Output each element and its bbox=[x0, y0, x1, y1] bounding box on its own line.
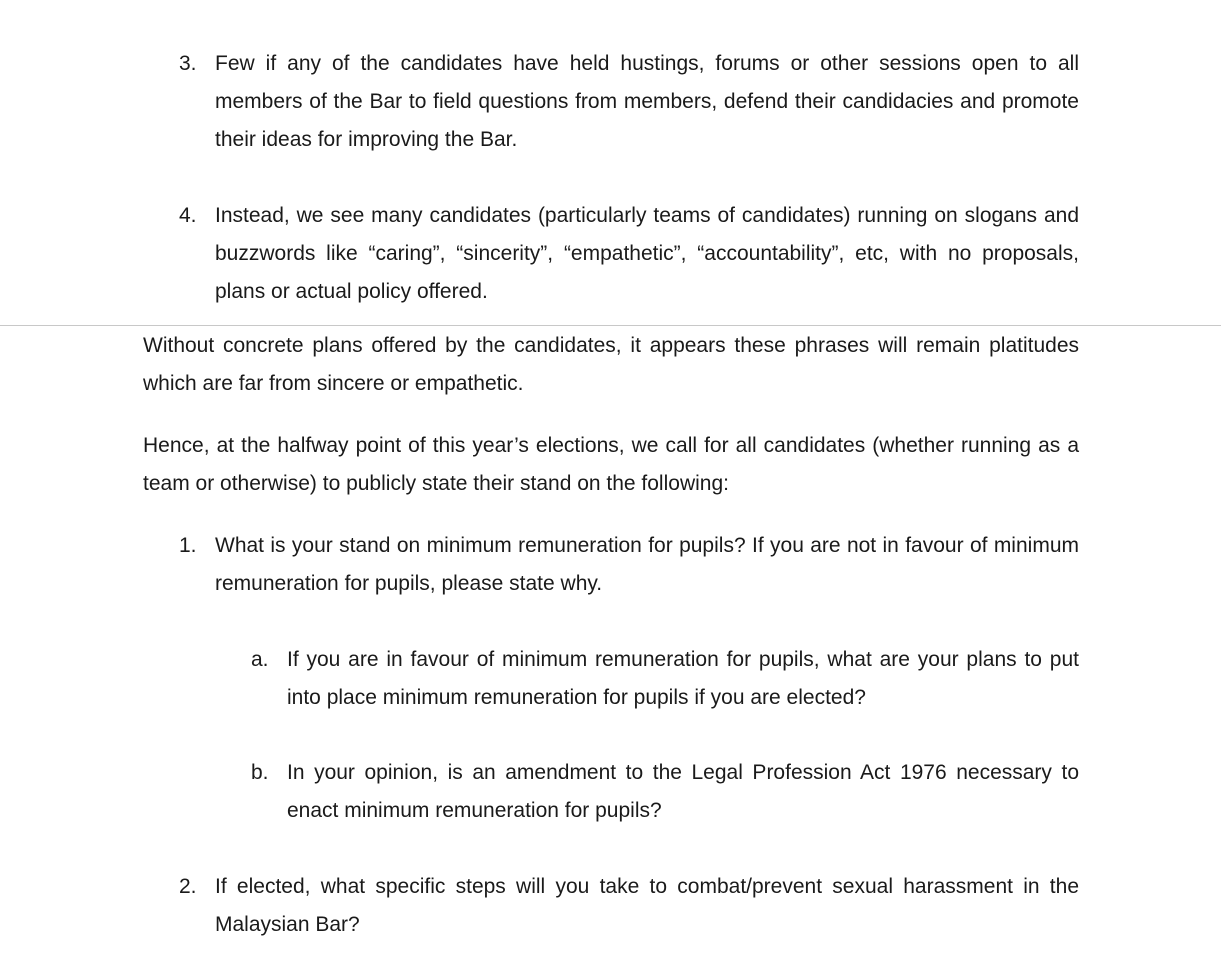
list-item-4 bbox=[179, 197, 1079, 311]
paragraph-call-for-candidates: Hence, at the halfway point of this year’s elections, we call for all candidates (whether running as a team or otherwise) to publicly state their stand on the following: bbox=[143, 434, 1079, 495]
list-marker: 3. bbox=[179, 52, 197, 75]
question-item-1 bbox=[179, 527, 1079, 603]
list-marker: 4. bbox=[179, 204, 197, 227]
sub-question-text: If you are in favour of minimum remuneration for pupils, what are your plans to put into place minimum remuneration for pupils if you are elected? bbox=[287, 648, 1079, 709]
sub-question-item-b bbox=[251, 754, 1079, 830]
question-text: If elected, what specific steps will you take to combat/prevent sexual harassment in the Malaysian Bar? bbox=[215, 875, 1079, 936]
document-page-top bbox=[0, 0, 1221, 325]
list-item-text: Instead, we see many candidates (particularly teams of candidates) running on slogans and buzzwords like “caring”, “sincerity”, “empathetic”, “accountability”, etc, with no proposals, plans or actual policy offered. bbox=[215, 204, 1079, 303]
question-text: What is your stand on minimum remuneration for pupils? If you are not in favour of minimum remuneration for pupils, please state why. bbox=[215, 534, 1079, 595]
list-marker: 1. bbox=[179, 534, 197, 557]
list-marker: 2. bbox=[179, 875, 197, 898]
paragraph-concrete-plans: Without concrete plans offered by the candidates, it appears these phrases will remain platitudes which are far from sincere or empathetic. bbox=[143, 334, 1079, 395]
list-marker: a. bbox=[251, 648, 269, 671]
list-item-3 bbox=[179, 45, 1079, 159]
sub-question-text: In your opinion, is an amendment to the Legal Profession Act 1976 necessary to enact minimum remuneration for pupils? bbox=[287, 761, 1079, 822]
sub-question-item-a bbox=[251, 641, 1079, 717]
document-page-bottom bbox=[0, 326, 1221, 964]
list-marker: b. bbox=[251, 761, 269, 784]
list-item-text: Few if any of the candidates have held hustings, forums or other sessions open to all members of the Bar to field questions from members, defend their candidacies and promote their ideas for improving the Bar. bbox=[215, 52, 1079, 151]
question-item-2 bbox=[179, 868, 1079, 944]
